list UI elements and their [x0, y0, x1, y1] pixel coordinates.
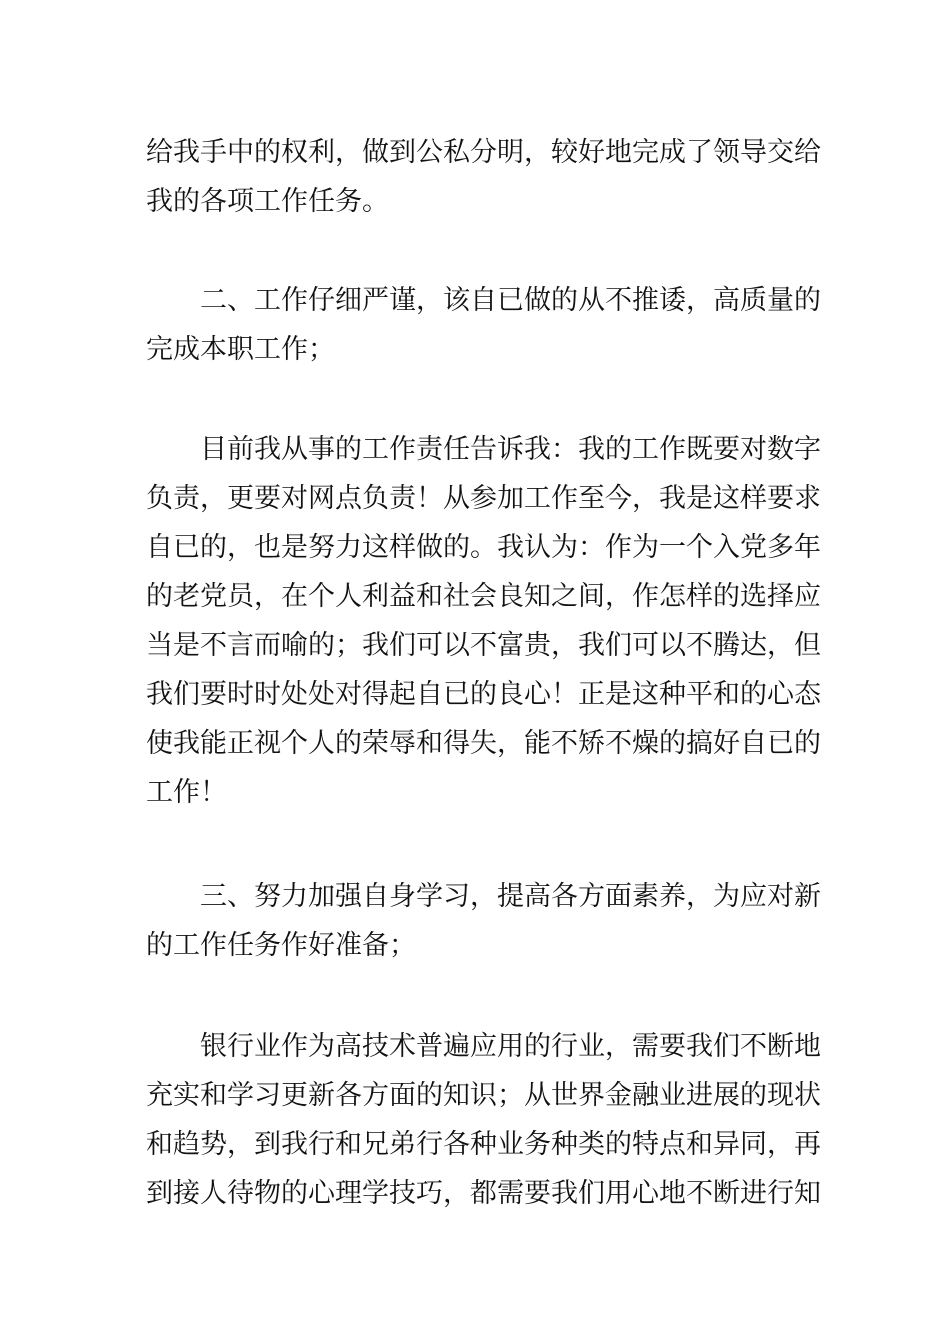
paragraph-3 — [146, 425, 821, 817]
text-line: 银行业作为高技术普遍应用的行业，需要我们不断地 — [200, 1031, 821, 1062]
paragraph-2-heading — [146, 276, 821, 374]
text-line: 完成本职工作； — [146, 334, 335, 365]
text-line: 我的各项工作任务。 — [146, 186, 389, 217]
text-line: 的工作任务作好准备； — [146, 930, 416, 961]
text-line: 和趋势，到我行和兄弟行各种业务种类的特点和异同，再 — [146, 1129, 821, 1160]
text-line: 三、努力加强自身学习，提高各方面素养，为应对新 — [200, 881, 821, 912]
text-line: 给我手中的权利，做到公私分明，较好地完成了领导交给 — [146, 137, 821, 168]
text-line: 的老党员，在个人利益和社会良知之间，作怎样的选择应 — [146, 581, 821, 612]
text-line: 到接人待物的心理学技巧，都需要我们用心地不断进行知 — [146, 1178, 821, 1209]
paragraph-4-heading — [146, 872, 821, 970]
text-line: 二、工作仔细严谨，该自已做的从不推诿，高质量的 — [200, 285, 821, 316]
paragraph-1 — [146, 128, 821, 226]
text-line: 自已的，也是努力这样做的。我认为：作为一个入党多年 — [146, 532, 821, 563]
text-line: 负责，更要对网点负责！从参加工作至今，我是这样要求 — [146, 483, 821, 514]
text-line: 我们要时时处处对得起自已的良心！正是这种平和的心态 — [146, 679, 821, 710]
text-line: 目前我从事的工作责任告诉我：我的工作既要对数字 — [200, 434, 821, 465]
text-line: 当是不言而喻的；我们可以不富贵，我们可以不腾达，但 — [146, 630, 821, 661]
text-line: 使我能正视个人的荣辱和得失，能不矫不燥的搞好自已的 — [146, 728, 821, 759]
paragraph-5 — [146, 1022, 821, 1218]
text-line: 工作！ — [146, 777, 227, 808]
text-line: 充实和学习更新各方面的知识；从世界金融业进展的现状 — [146, 1080, 821, 1111]
